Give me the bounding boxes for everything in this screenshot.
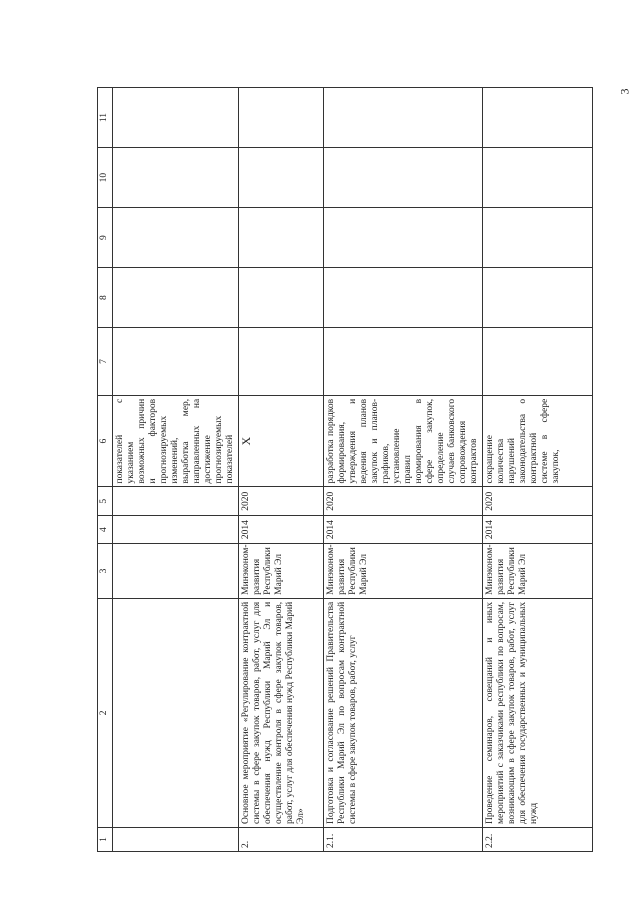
empty-cell [113,148,239,208]
column-header: 7 [98,328,113,396]
empty-cell [113,328,239,396]
empty-cell [239,208,324,268]
executor: Минэконом-развития Республики Марий Эл [239,544,324,599]
page-number: 3 [617,88,632,95]
empty-cell [483,88,593,148]
activity-name: Основное мероприятие «Регулирование контрактной системы в сфере закупок товаров, работ, услуг для обеспечения нужд Республики Марий Эл и осуществление контроля в сфере закупок товаров, работ, услуг для обеспечения нужд Республики Марий Эл» [239,598,324,827]
expected-result: X [239,395,324,487]
end-year [113,487,239,515]
column-header: 6 [98,395,113,487]
end-year: 2020 [324,487,483,515]
column-header: 8 [98,268,113,328]
column-header: 11 [98,88,113,148]
end-year: 2020 [483,487,593,515]
empty-cell [483,328,593,396]
empty-cell [239,88,324,148]
rotated-table-sheet [97,87,620,852]
empty-cell [113,88,239,148]
executor [113,544,239,599]
empty-cell [324,328,483,396]
start-year: 2014 [324,515,483,543]
empty-cell [483,208,593,268]
column-header: 3 [98,544,113,599]
empty-cell [483,148,593,208]
activity-name: Подготовка и согласование решений Правительства Республики Марий Эл по вопросам контрактной системы в сфере закупок товаров, работ, услуг [324,598,483,827]
table-row [324,88,483,852]
table-row [483,88,593,852]
expected-result: показателей с указанием возможных причин и факторов прогнозируемых изменений, выработка мер, направленных на достижение прогнозируемых показателей [113,395,239,487]
start-year [113,515,239,543]
end-year: 2020 [239,487,324,515]
empty-cell [113,268,239,328]
empty-cell [239,328,324,396]
activity-name [113,598,239,827]
table-row [113,88,239,852]
column-header: 9 [98,208,113,268]
executor: Минэконом-развития Республики Марий Эл [483,544,593,599]
empty-cell [324,88,483,148]
empty-cell [483,268,593,328]
activity-name: Проведение семинаров, совещаний и иных мероприятий с заказчиками республики по вопросам, возникающим в сфере закупок товаров, работ, услуг для обеспечения государственных и муниципальных нужд [483,598,593,827]
column-header: 1 [98,828,113,852]
empty-cell [324,148,483,208]
program-activities-table [97,87,593,852]
executor: Минэконом-развития Республики Марий Эл [324,544,483,599]
empty-cell [239,148,324,208]
empty-cell [239,268,324,328]
empty-cell [324,208,483,268]
empty-cell [113,208,239,268]
start-year: 2014 [483,515,593,543]
row-number: 2. [239,828,324,852]
expected-result: сокращение количества нарушений законодательства о контрактной системе в сфере закупок, [483,395,593,487]
row-number [113,828,239,852]
expected-result: разработка порядков формирования, утверждения и ведения планов закупок и планов-графиков, установление правил нормирования в сфере закупок, определение случаев банковского сопровождения контрактов [324,395,483,487]
column-header: 10 [98,148,113,208]
header-row [98,88,113,852]
table-row [239,88,324,852]
row-number: 2.1. [324,828,483,852]
column-header: 2 [98,598,113,827]
start-year: 2014 [239,515,324,543]
column-header: 4 [98,515,113,543]
column-header: 5 [98,487,113,515]
empty-cell [324,268,483,328]
row-number: 2.2. [483,828,593,852]
